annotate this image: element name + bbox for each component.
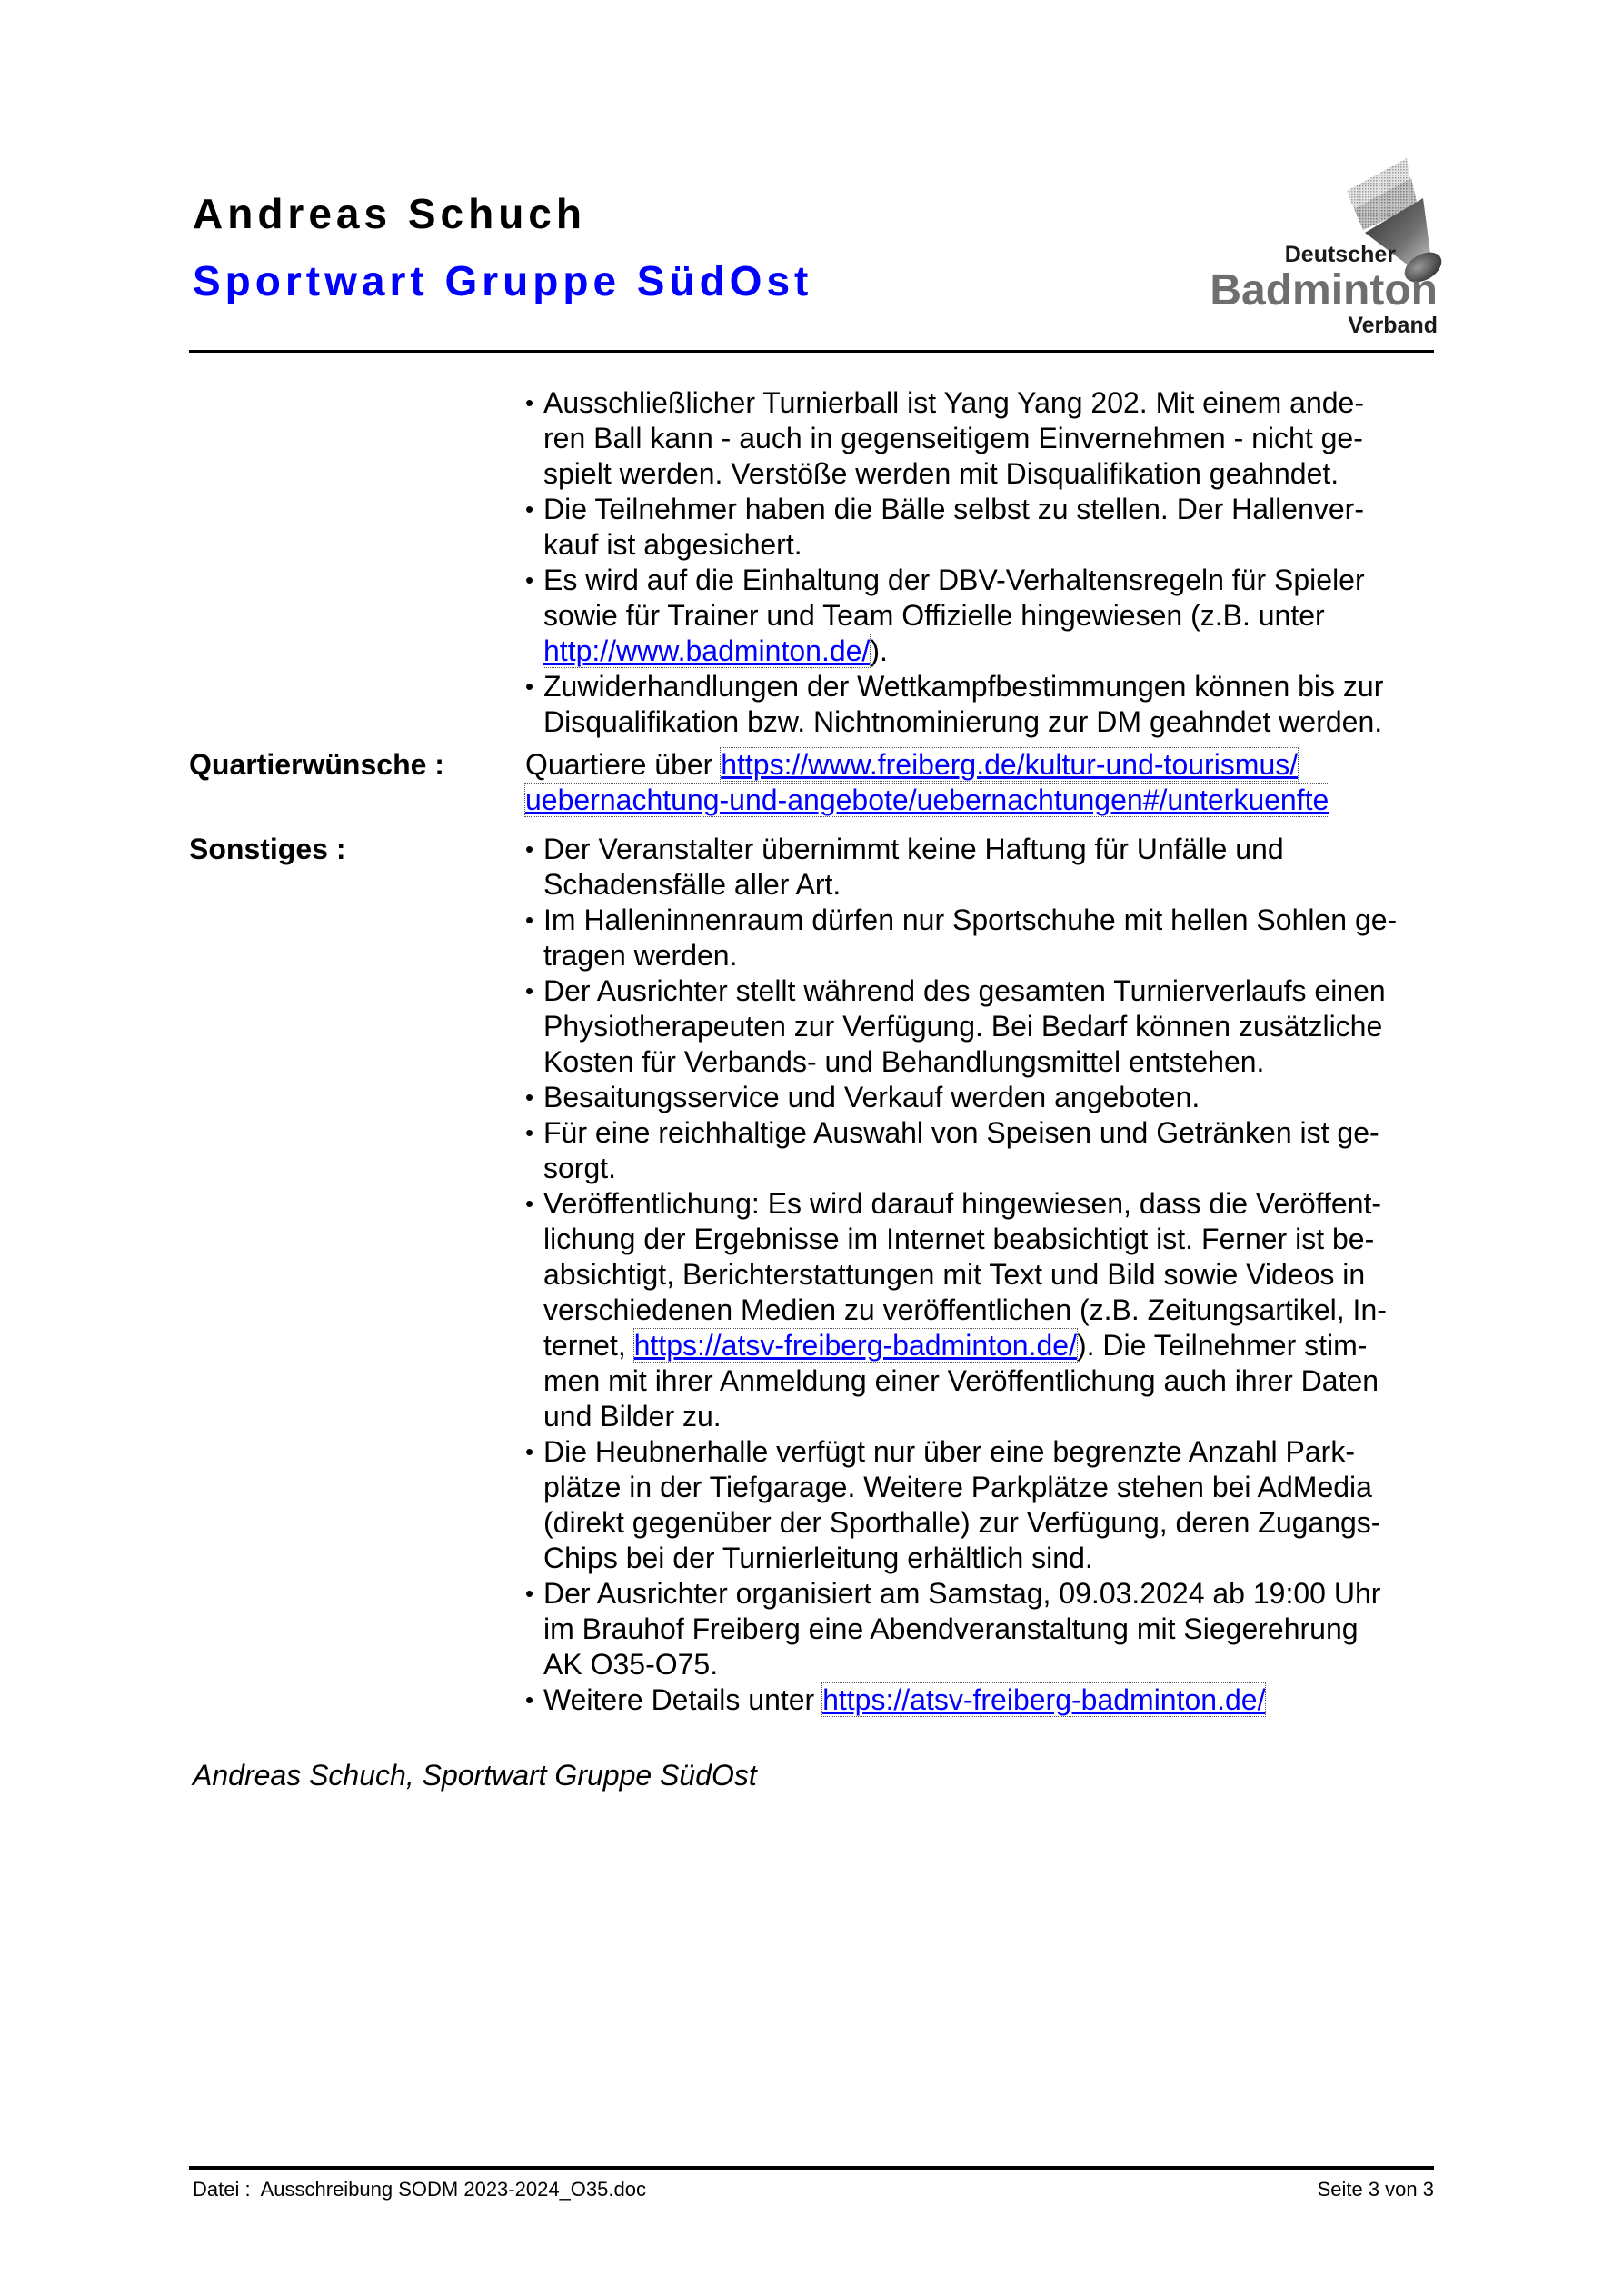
header-divider xyxy=(189,350,1434,353)
text-line xyxy=(543,1682,1443,1718)
text-fragment: ). xyxy=(870,634,888,667)
list-item xyxy=(525,1682,1443,1718)
text-line: Veröffentlichung: Es wird darauf hingewiesen, dass die Veröffent- xyxy=(543,1187,1382,1220)
footer-divider xyxy=(189,2166,1434,2170)
bullet-icon: • xyxy=(525,566,534,594)
author-role: Sportwart Gruppe SüdOst xyxy=(193,257,813,304)
list-item xyxy=(525,832,1443,903)
text-line: Der Ausrichter organisiert am Samstag, 09.03.2024 ab 19:00 Uhr xyxy=(543,1577,1381,1610)
list-item xyxy=(525,903,1443,973)
footer-filename: Datei : Ausschreibung SODM 2023-2024_O35.doc xyxy=(193,2178,646,2201)
text-line: (direkt gegenüber der Sporthalle) zur Verfügung, deren Zugangs- xyxy=(543,1506,1381,1539)
text-fragment: ternet, xyxy=(543,1329,634,1362)
signature: Andreas Schuch, Sportwart Gruppe SüdOst xyxy=(193,1759,757,1792)
bullet-icon: • xyxy=(525,835,534,863)
text-line: sorgt. xyxy=(543,1152,617,1184)
list-item xyxy=(525,1115,1443,1186)
link-freiberg-accommodation[interactable]: https://www.freiberg.de/kultur-und-tourismus/ xyxy=(721,748,1299,781)
bullet-icon: • xyxy=(525,673,534,700)
bullet-icon: • xyxy=(525,1083,534,1111)
logo-text-deutscher: Deutscher xyxy=(1284,242,1396,267)
list-item xyxy=(525,492,1443,563)
text-line: Der Veranstalter übernimmt keine Haftung für Unfälle und xyxy=(543,833,1284,865)
section-misc-content xyxy=(525,832,1443,1718)
text-line: und Bilder zu. xyxy=(543,1400,722,1433)
bullet-icon: • xyxy=(525,1686,534,1713)
text-line: men mit ihrer Anmeldung einer Veröffentlichung auch ihrer Daten xyxy=(543,1364,1379,1397)
list-item xyxy=(525,563,1443,669)
section-accommodation-content xyxy=(525,747,1443,818)
text-line: Die Teilnehmer haben die Bälle selbst zu stellen. Der Hallenver- xyxy=(543,493,1364,525)
bullet-icon: • xyxy=(525,1438,534,1465)
text-line: Zuwiderhandlungen der Wettkampfbestimmungen können bis zur xyxy=(543,670,1384,703)
text-line: ren Ball kann - auch in gegenseitigem Einvernehmen - nicht ge- xyxy=(543,422,1363,454)
text-line: Chips bei der Turnierleitung erhältlich sind. xyxy=(543,1542,1093,1574)
label-accommodation: Quartierwünsche : xyxy=(189,748,444,781)
text-line: plätze in der Tiefgarage. Weitere Parkplätze stehen bei AdMedia xyxy=(543,1471,1372,1503)
footer-page-number: Seite 3 von 3 xyxy=(1317,2178,1434,2201)
text-line xyxy=(525,783,1443,818)
list-item xyxy=(525,973,1443,1080)
text-fragment: Weitere Details unter xyxy=(543,1683,823,1716)
text-line: Ausschließlicher Turnierball ist Yang Yang 202. Mit einem ande- xyxy=(543,386,1364,419)
link-atsv-freiberg-details[interactable]: https://atsv-freiberg-badminton.de/ xyxy=(822,1683,1266,1716)
text-line: spielt werden. Verstöße werden mit Disqualifikation geahndet. xyxy=(543,457,1339,490)
bullet-icon: • xyxy=(525,495,534,523)
text-line: Es wird auf die Einhaltung der DBV-Verhaltensregeln für Spieler xyxy=(543,564,1365,596)
text-line: Der Ausrichter stellt während des gesamten Turnierverlaufs einen xyxy=(543,974,1386,1007)
text-line: im Brauhof Freiberg eine Abendveranstaltung mit Siegerehrung xyxy=(543,1612,1359,1645)
text-fragment: ). Die Teilnehmer stim- xyxy=(1076,1329,1368,1362)
bullet-icon: • xyxy=(525,389,534,416)
logo-text-verband: Verband xyxy=(1348,313,1438,338)
list-item xyxy=(525,385,1443,492)
author-name: Andreas Schuch xyxy=(193,190,586,237)
list-item xyxy=(525,1434,1443,1576)
list-item xyxy=(525,1576,1443,1682)
text-line: Disqualifikation bzw. Nichtnominierung zur DM geahndet werden. xyxy=(543,705,1383,738)
text-line: lichung der Ergebnisse im Internet beabsichtigt ist. Ferner ist be- xyxy=(543,1223,1375,1255)
text-line: Im Halleninnenraum dürfen nur Sportschuhe mit hellen Sohlen ge- xyxy=(543,903,1398,936)
text-line: kauf ist abgesichert. xyxy=(543,528,802,561)
text-line: tragen werden. xyxy=(543,939,738,972)
section-rules-content xyxy=(525,385,1443,740)
text-line: Physiotherapeuten zur Verfügung. Bei Bedarf können zusätzliche xyxy=(543,1010,1383,1043)
text-line: Kosten für Verbands- und Behandlungsmittel entstehen. xyxy=(543,1045,1265,1078)
text-line: absichtigt, Berichterstattungen mit Text und Bild sowie Videos in xyxy=(543,1258,1366,1291)
misc-list xyxy=(525,832,1443,1718)
text-line: sowie für Trainer und Team Offizielle hingewiesen (z.B. unter xyxy=(543,599,1325,632)
text-line xyxy=(525,747,1443,783)
link-freiberg-accommodation-continued[interactable]: uebernachtung-und-angebote/uebernachtungen#/unterkuenfte xyxy=(525,784,1329,816)
bullet-icon: • xyxy=(525,977,534,1004)
list-item xyxy=(525,669,1443,740)
logo-text-badminton: Badminton xyxy=(1210,266,1438,314)
text-line: Für eine reichhaltige Auswahl von Speisen und Getränken ist ge- xyxy=(543,1116,1379,1149)
text-line: AK O35-O75. xyxy=(543,1648,719,1681)
bullet-icon: • xyxy=(525,1190,534,1217)
rules-list xyxy=(525,385,1443,740)
text-line: Die Heubnerhalle verfügt nur über eine begrenzte Anzahl Park- xyxy=(543,1435,1355,1468)
link-atsv-freiberg[interactable]: https://atsv-freiberg-badminton.de/ xyxy=(633,1329,1077,1362)
label-misc: Sonstiges : xyxy=(189,833,346,865)
bullet-icon: • xyxy=(525,1580,534,1607)
bullet-icon: • xyxy=(525,906,534,933)
link-badminton-de[interactable]: http://www.badminton.de/ xyxy=(543,634,871,667)
text-line: verschiedenen Medien zu veröffentlichen (z.B. Zeitungsartikel, In- xyxy=(543,1293,1387,1326)
bullet-icon: • xyxy=(525,1119,534,1146)
list-item xyxy=(525,1080,1443,1115)
dbv-logo xyxy=(1181,153,1445,344)
text-fragment: Quartiere über xyxy=(525,748,722,781)
text-line xyxy=(543,1328,1443,1363)
text-line: Besaitungsservice und Verkauf werden angeboten. xyxy=(543,1081,1200,1113)
text-line: Schadensfälle aller Art. xyxy=(543,868,841,901)
text-line xyxy=(543,634,1443,669)
list-item xyxy=(525,1186,1443,1434)
